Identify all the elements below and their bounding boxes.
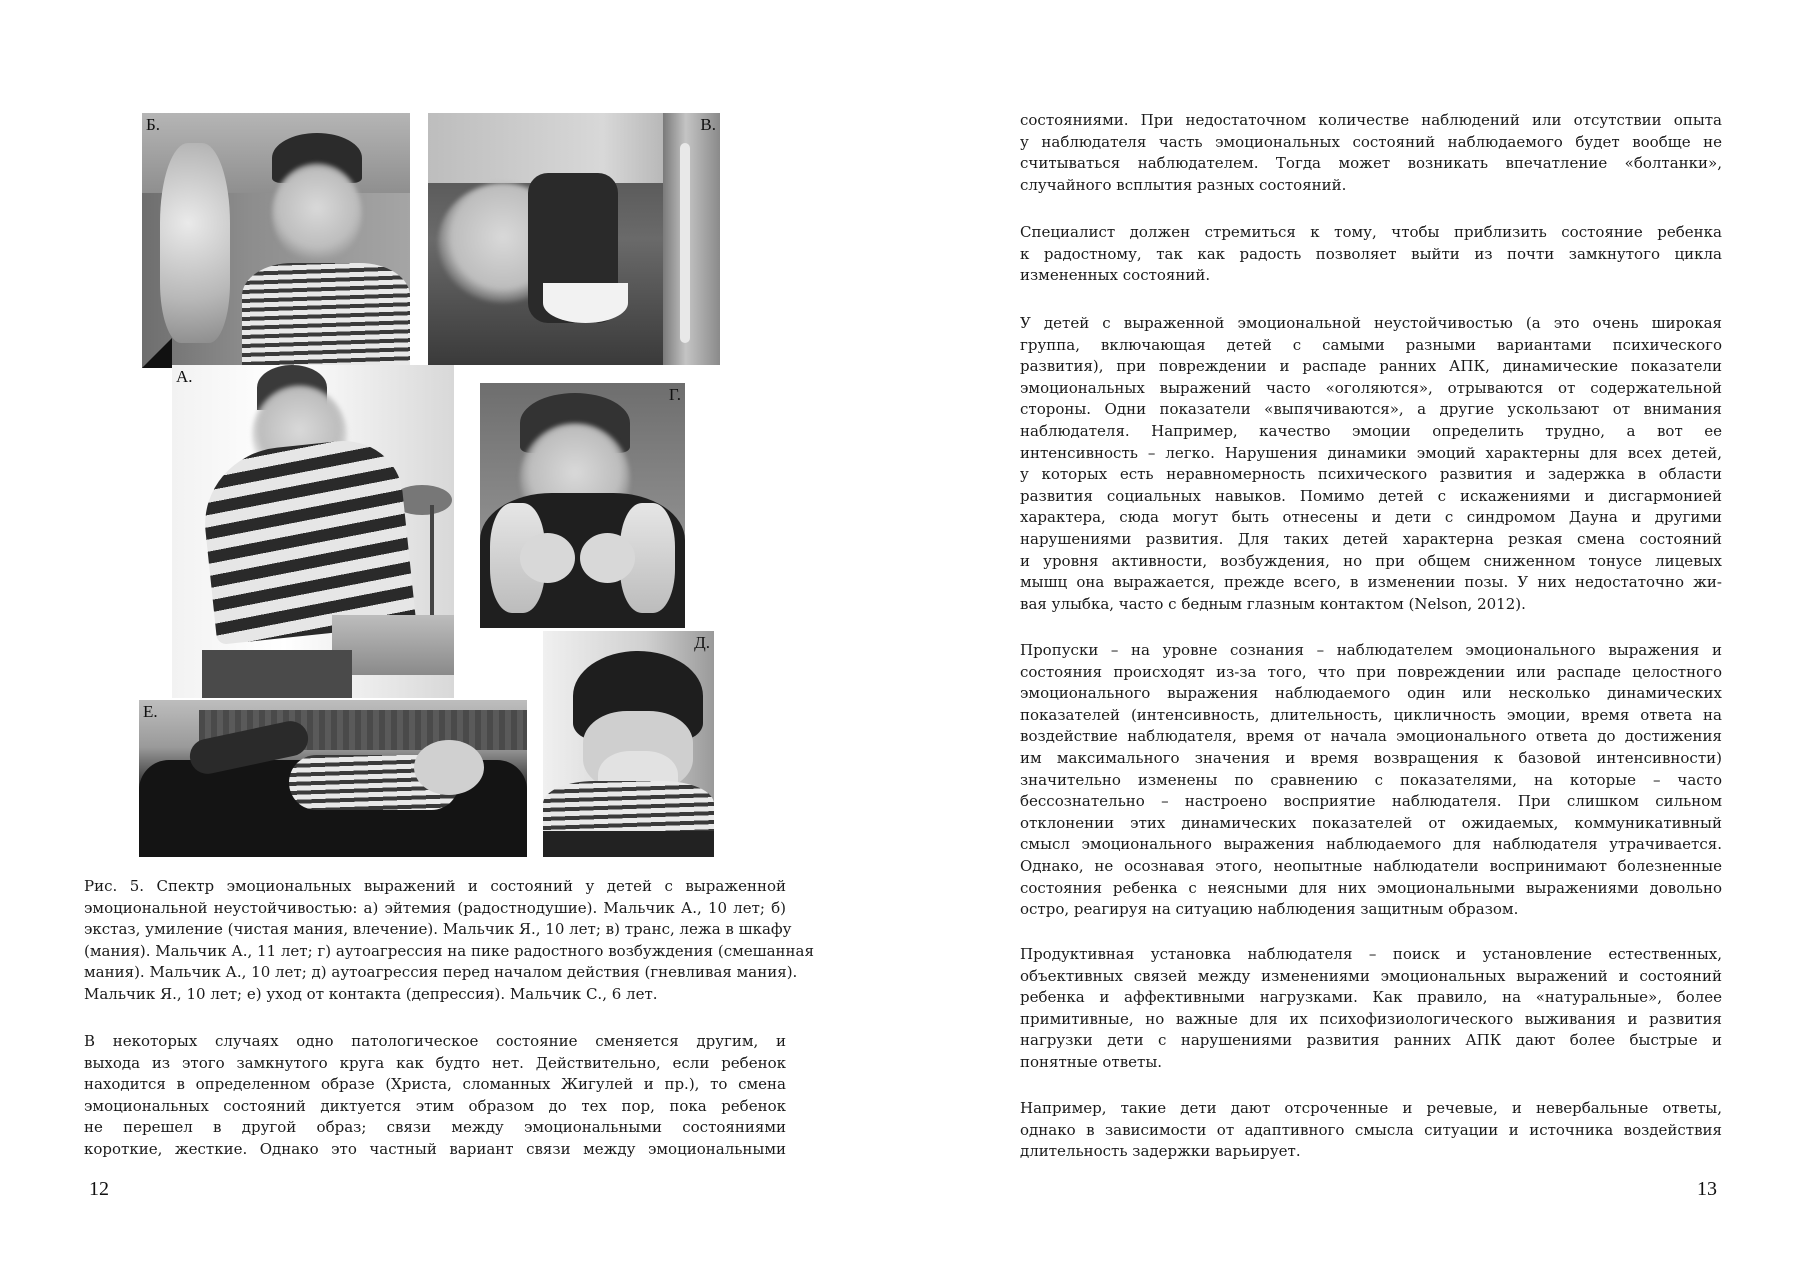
paragraph-line: В некоторых случаях одно патологическое состояние сменяется другим, и [84,1032,786,1050]
paragraph-line: однако в зависимости от адаптивного смысла ситуации и источника воздействия [1020,1120,1722,1139]
paragraph-line: эмоциональных выражений часто «оголяются», отрываются от содержательной [1020,378,1722,397]
paragraph-line: Продуктивная установка наблюдателя – поиск и установление естественных, [1020,945,1722,963]
right-paragraph-1 [1020,110,1722,196]
left-paragraph-1 [84,1031,786,1161]
paragraph-line: стороны. Одни показатели «выпячиваются», а другие ускользают от внимания [1020,400,1722,419]
paragraph-line: случайного всплытия разных состояний. [1020,175,1347,194]
paragraph-line: примитивные, но важные для их психофизиологического выживания и развития [1020,1009,1722,1028]
paragraph-line: длительность задержки варьирует. [1020,1142,1301,1161]
paragraph-line: интенсивность – легко. Нарушения динамики эмоций характерны для всех детей, [1020,443,1722,462]
paragraph-line: к радостному, так как радость позволяет выйти из почти замкнутого цикла [1020,244,1722,263]
caption-line: эмоциональной неустойчивостью: а) эйтемия (радостнодушие). Мальчик А., 10 лет; б) [84,898,786,917]
paragraph-line: понятные ответы. [1020,1052,1163,1071]
photo-v [428,113,720,365]
right-paragraph-4 [1020,640,1722,921]
caption-line: экстаз, умиление (чистая мания, влечение). Мальчик Я., 10 лет; в) транс, лежа в шкафу [84,920,792,939]
paragraph-line: вая улыбка, часто с бедным глазным контактом (Nelson, 2012). [1020,594,1526,613]
paragraph-line: у которых есть неравномерность психического развития и задержка в области [1020,465,1722,484]
paragraph-line: показателей (интенсивность, длительность, цикличность эмоции, время ответа на [1020,705,1722,724]
photo-a-label: А. [176,367,193,386]
paragraph-line: Специалист должен стремиться к тому, чтобы приблизить состояние ребенка [1020,223,1722,241]
photo-v-label: В. [700,115,716,134]
caption-line: Мальчик Я., 10 лет; е) уход от контакта (депрессия). Мальчик С., 6 лет. [84,984,658,1003]
photo-e [139,700,527,857]
paragraph-line: измененных состояний. [1020,266,1211,285]
paragraph-line: группа, включающая детей с самыми разными вариантами психического [1020,335,1722,354]
paragraph-line: характера, сюда могут быть отнесены и дети с синдромом Дауна и другими [1020,508,1722,527]
photo-g [480,383,685,628]
photo-d [543,631,714,857]
paragraph-line: наблюдателя. Например, качество эмоции определить трудно, а вот ее [1020,421,1722,440]
paragraph-line: У детей с выраженной эмоциональной неустойчивостью (а это очень широкая [1020,314,1722,332]
right-paragraph-5 [1020,944,1722,1074]
paragraph-line: смысл эмоционального выражения наблюдаемого для наблюдателя утрачивается. [1020,835,1722,854]
paragraph-line: не перешел в другой образ; связи между эмоциональными состояниями [84,1118,786,1137]
paragraph-line: остро, реагируя на ситуацию наблюдения защитным образом. [1020,900,1519,919]
caption-line: мания). Мальчик А., 10 лет; д) аутоагрессия перед началом действия (гневливая мания). [84,963,798,982]
paragraph-line: отклонении этих динамических показателей от ожидаемых, коммуникативный [1020,813,1722,832]
paragraph-line: Пропуски – на уровне сознания – наблюдателем эмоционального выражения и [1020,641,1722,659]
photo-d-label: Д. [694,633,710,652]
right-paragraph-6 [1020,1098,1722,1163]
paragraph-line: у наблюдателя часть эмоциональных состояний наблюдаемого будет вообще не [1020,132,1722,151]
paragraph-line: короткие, жесткие. Однако это частный вариант связи между эмоциональными [84,1139,786,1158]
paragraph-line: и уровня активности, возбуждения, но при общем сниженном тонусе лицевых [1020,551,1722,570]
caption-line: (мания). Мальчик А., 11 лет; г) аутоагрессия на пике радостного возбуждения (смешанная [84,941,814,960]
photo-b-label: Б. [146,115,161,134]
right-paragraph-3 [1020,313,1722,615]
paragraph-line: находится в определенном образе (Христа, сломанных Жигулей и пр.), то смена [84,1075,786,1094]
paragraph-line: нарушениями развития. Для таких детей характерна резкая смена состояний [1020,529,1722,548]
paragraph-line: им максимального значения и время возвращения к базовой интенсивности) [1020,748,1722,767]
paragraph-line: значительно изменены по сравнению с показателями, на которые – часто [1020,770,1722,789]
paragraph-line: эмоционального выражения наблюдаемого один или несколько динамических [1020,684,1722,703]
paragraph-line: мышц она выражается, прежде всего, в изменении позы. У них недостаточно жи- [1020,573,1722,592]
paragraph-line: эмоциональных состояний диктуется этим образом до тех пор, пока ребенок [84,1096,786,1115]
figure-caption [84,876,814,1006]
paragraph-line: развития), при повреждении и распаде ранних АПК, динамические показатели [1020,357,1722,376]
paragraph-line: бессознательно – настроено восприятие наблюдателя. При слишком сильном [1020,792,1722,811]
paragraph-line: развития социальных навыков. Помимо детей с искажениями и дисгармонией [1020,486,1722,505]
right-paragraph-2 [1020,222,1722,287]
photo-e-label: Е. [143,702,158,721]
page-number-right: 13 [1697,1178,1717,1200]
page-number-left: 12 [89,1178,109,1200]
paragraph-line: состояниями. При недостаточном количестве наблюдений или отсутствии опыта [1020,111,1722,129]
paragraph-line: Однако, не осознавая этого, неопытные наблюдатели воспринимают болезненные [1020,856,1722,875]
paragraph-line: воздействие наблюдателя, время от начала эмоционального ответа до достижения [1020,727,1722,746]
caption-line: Рис. 5. Спектр эмоциональных выражений и состояний у детей с выраженной [84,877,786,895]
paragraph-line: ребенка и аффективными нагрузками. Как правило, на «натуральные», более [1020,988,1722,1007]
paragraph-line: состояния происходят из-за того, что при повреждении или распаде целостного [1020,662,1722,681]
paragraph-line: считываться наблюдателем. Тогда может возникать впечатление «болтанки», [1020,154,1722,173]
paragraph-line: выхода из этого замкнутого круга как будто нет. Действительно, если ребенок [84,1053,786,1072]
photo-a [172,365,454,698]
photo-b [142,113,410,368]
paragraph-line: нагрузки дети с нарушениями развития ранних АПК дают более быстрые и [1020,1031,1722,1050]
paragraph-line: Например, такие дети дают отсроченные и речевые, и невербальные ответы, [1020,1099,1722,1117]
paragraph-line: состояния ребенка с неясными для них эмоциональными выражениями довольно [1020,878,1722,897]
photo-g-label: Г. [668,385,681,404]
paragraph-line: объективных связей между изменениями эмоциональных выражений и состояний [1020,966,1722,985]
